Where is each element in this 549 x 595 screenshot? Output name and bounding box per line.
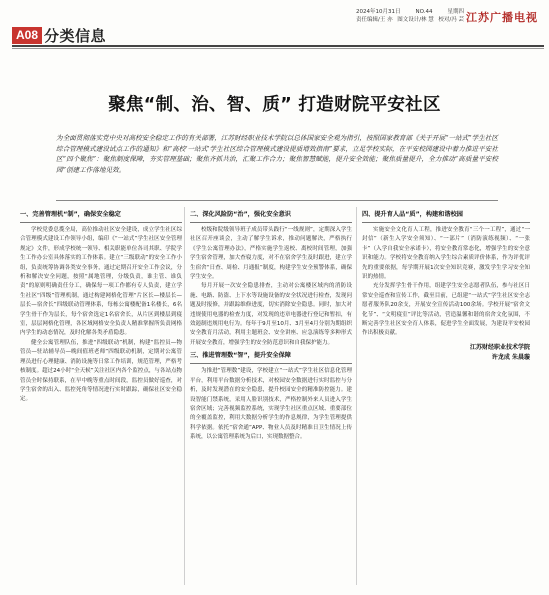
section-1-paragraph-2: 健全公寓管理队伍，推进“四级联动”机制，构建“监控员—物管员—驻站辅导员—晚间值班老师”四级联动机制，定期对公寓管理员进行心理健康、消防设施等日常工作培训，规范管理，严格考核制度。超过24小时“全天候”关注社区内各个监控点，与各站点物管员全时保持联系，在早中晚等重点时间段，监控员做好巡查，对学生宿舍的出入、监控死角等情况进行实时跟踪，确保社区安全稳定。	[20, 339, 182, 403]
article-lead: 为全面贯彻落实党中央对高校安全稳定工作的有关部署，江苏财经职业技术学院以总体国家安全观为指引，按照国家教育部《关于开展“一站式”学生社区综合管理模式建设试点工作的通知》和“高校‘一站式’学生社区综合管理模式建设提质增效指南”要求，立足学校实际，在平安校园建设中着力推进平安社区“四个聚焦”：聚焦制度保障，夯实管理基础；聚焦齐抓共治，汇聚工作合力；聚焦智慧赋能，提升安全效能；聚焦质量提升，全力推动“高质量平安校园”创建工作落地见效。	[56, 134, 498, 174]
article-column-2	[190, 207, 352, 589]
designer-label: 图文设计/林 慧	[397, 17, 434, 23]
newspaper-logo: 江苏广播电视	[466, 11, 538, 24]
day-label: 星期四	[447, 9, 464, 15]
masthead-rule-thin	[12, 48, 544, 49]
section-2-paragraph-2: 每月开展一次安全隐患排查，主动对公寓楼区域内的消防设施、电路、防盗、上下水等设施设备的安全状况进行检查，发现问题及时报修，并跟踪维修进度，切实消除安全隐患。同时，加大对违规使用电器的检查力度，对发现的违章电器进行登记和暂扣，有效遏制违规用电行为。每年于9月至10月、3月至4月分别为期组织安全教育月活动，利用主题班会、安全讲座、应急演练等多种形式开展安全教育，增强学生的安全防范意识和自我保护能力。	[190, 283, 352, 346]
article-headline: 聚焦“制、治、智、质” 打造财院平安社区	[108, 95, 441, 115]
date-label: 2024年10月31日	[356, 9, 401, 15]
article-column-3	[362, 207, 530, 589]
section-4-paragraph-1: 实施安全文化育人工程，推进安全教育“三个一工程”，通过“一封信”（新生入学安全须知）、“一部片”（消防演练视频）、“一张卡”（入学自我安全承诺卡），将安全教育常态化，增强学生的安全意识和能力。学校将安全教育纳入学生综合素质评价体系，作为评优评先的重要依据，每学期开展1次安全知识竞赛，激发学生学习安全知识的热情。	[362, 227, 530, 281]
section-1-paragraph-1: 学校党委总揽全局，高位推动社区安全建设，成立学生社区综合管理模式建设工作领导小组，编印《“一站式”学生社区安全管理规定》文件，形成学校统一领导、相关职能单位各司其职、学院学生工作办公室具体落实的工作体系。建立“三级联动”的安全工作小组，负责统筹协调各类安全事务，通过定期召开安全工作会议，分析和解决安全问题，按照“属地管理，分级负责，谁主管、谁负责”的原则明确责任分工，确保每一项工作都有专人负责，建立学生社区“四级”管理机制，通过构建网格化管理“片区长—楼层长—层长—宿舍长”四级联动管理体系，每栋公寓楼配备1名楼长，6名学生骨干作为层长，每个宿舍选定1名宿舍长，从片区到楼层到寝室，层层网格化管理，各区域网格安全负责人精准掌握所负责网格内学生的动态情况，及时化解各类矛盾隐患。	[20, 227, 182, 337]
section-name: 分类信息	[44, 27, 107, 45]
section-heading-3: 三、推进管理数“智”，提升安全保障	[190, 351, 352, 364]
section-3-paragraph-1: 为推进“管理数”建设，学校建立“一站式”学生社区信息化管理平台，利用平台数据分析技术，对校园安全数据进行实时监控与分析，及时发现潜在的安全隐患，提升校园安全的精准防控能力。建设智能门禁系统，采用人脸识别技术，严格控制外来人员进入学生宿舍区域；完善视频监控系统，实现学生社区重点区域、重要部位的全覆盖监控，利用大数据分析学生的作息规律，为学生管理提供科学依据。依托“宿舍通”APP、物业人员及时精准日卫生情况上传系统，以公寓管理系统为后口，实现数据整合。	[190, 368, 352, 441]
section-heading-2: 二、深化风险防“治”，强化安全意识	[190, 210, 352, 223]
section-heading-4: 四、提升育人品“质”，构建和谐校园	[362, 210, 530, 223]
editor-label: 责任编辑/王 亦	[356, 17, 393, 23]
section-code-badge: A08	[12, 27, 42, 44]
issue-meta	[356, 8, 464, 24]
byline-org: 江苏财经职业技术学院	[469, 343, 530, 351]
byline-authors: 许龙成 朱晨璇	[491, 353, 530, 361]
lead-divider	[56, 200, 498, 201]
section-4-paragraph-2: 充分发挥学生骨干作用，组建学生安全志愿者队伍，参与社区日常安全巡查和宣传工作，截至目前，已组建“一站式”学生社区安全志愿者服务队20余支，开展安全宣传活动100余场。学校开展“宿舍文化节”、“文明寝室”评比等活动，营造温馨和谐的宿舍文化氛围，不断完善学生社区安全育人体系，促进学生全面发展，为建设平安校园作出积极贡献。	[362, 283, 530, 337]
masthead	[0, 0, 549, 44]
article-column-1	[20, 207, 182, 589]
issue-label: NO.44	[415, 9, 433, 15]
proof-label: 校对/冯 芸	[438, 17, 464, 23]
column-divider	[356, 207, 357, 585]
section-heading-1: 一、完善管理机“制”，确保安全稳定	[20, 210, 182, 223]
section-2-paragraph-1: 校级和院级领导班子成员带头践行“一线规则”，定期深入学生社区召开座谈会，主动了解学生诉求，推动问题解决，严格执行《学生公寓管理办法》，严格实施学生返校、离校时间管理，加强学生宿舍管理，加大查寝力度，对不在宿舍学生及时跟进，建立学生宿舍“日查、周检、月通报”制度，构建学生安全预警体系，确保学生安全。	[190, 227, 352, 281]
masthead-rule	[12, 45, 544, 47]
column-divider	[184, 207, 185, 585]
